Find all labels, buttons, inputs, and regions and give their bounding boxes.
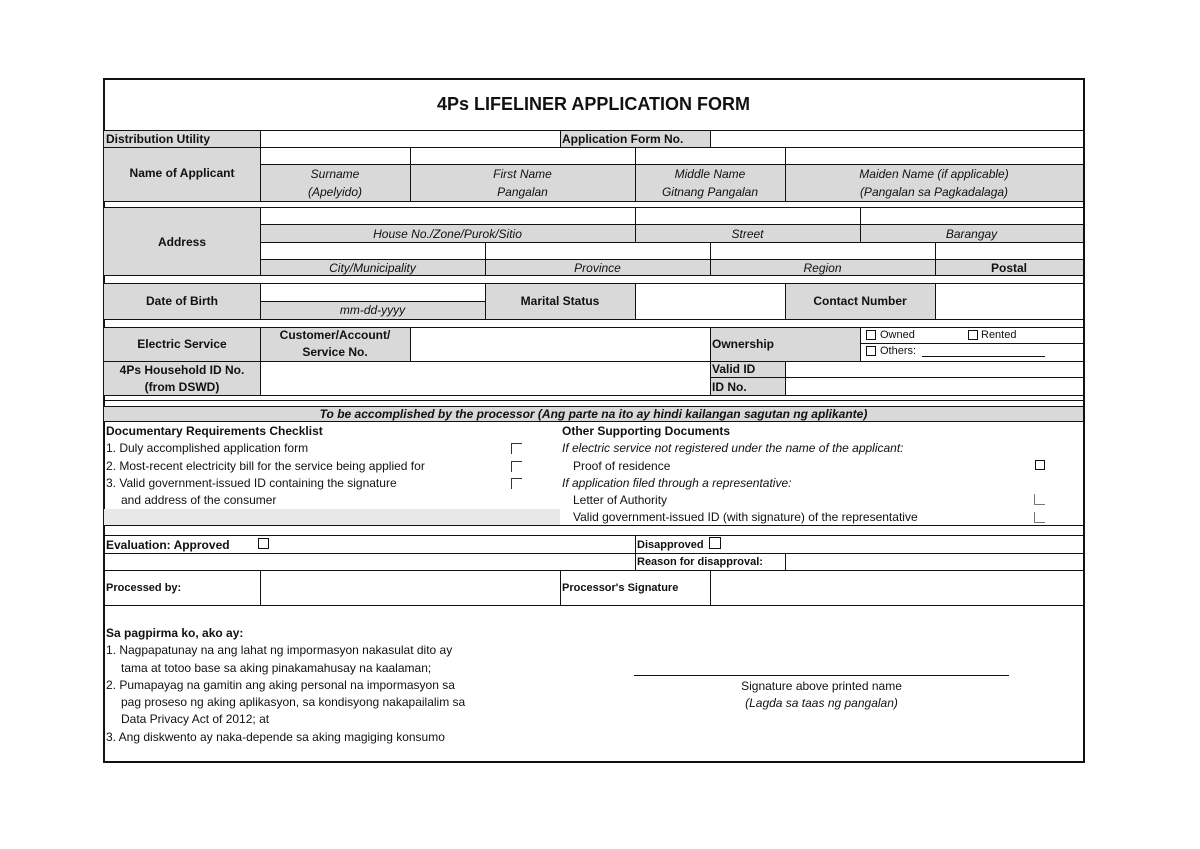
- label-barangay: Barangay: [945, 227, 998, 241]
- postal-field[interactable]: [936, 243, 1083, 259]
- doc-checklist-title: Documentary Requirements Checklist: [106, 424, 323, 438]
- label-household-id-1: 4Ps Household ID No.: [119, 363, 245, 377]
- first-name-field[interactable]: [411, 148, 635, 164]
- id-no-field[interactable]: [786, 378, 1083, 395]
- valid-id-representative-checkbox[interactable]: [1034, 512, 1045, 523]
- distribution-utility-field[interactable]: [261, 131, 559, 147]
- doc-item-2-checkbox[interactable]: [511, 461, 522, 472]
- label-address: Address: [157, 235, 207, 249]
- label-processed-by: Processed by:: [106, 582, 182, 594]
- signature-label: Signature above printed name: [741, 679, 902, 693]
- processor-banner: To be accomplished by the processor (Ang parte na ito ay hindi kailangan sagutan ng aplikante): [319, 407, 868, 421]
- maiden-name-field[interactable]: [786, 148, 1083, 164]
- doc-item-3-checkbox[interactable]: [511, 478, 522, 489]
- label-reason-for-disapproval: Reason for disapproval:: [637, 556, 763, 568]
- label-letter-of-authority: Letter of Authority: [573, 493, 668, 507]
- declaration-line-4: pag proseso ng aking aplikasyon, sa kondisyong nakapailalim sa: [121, 695, 466, 709]
- contact-number-field[interactable]: [936, 284, 1083, 319]
- other-docs-title: Other Supporting Documents: [562, 424, 730, 438]
- label-electric-service: Electric Service: [137, 337, 227, 351]
- label-customer-account-2: Service No.: [302, 345, 368, 359]
- label-surname-fil: (Apelyido): [307, 185, 363, 199]
- doc-item-3-cont: and address of the consumer: [121, 493, 277, 507]
- label-province: Province: [574, 261, 621, 275]
- label-others: Others:: [880, 345, 917, 357]
- others-input-line[interactable]: [922, 356, 1045, 357]
- doc-item-2: 2. Most-recent electricity bill for the service being applied for: [106, 459, 425, 473]
- owned-checkbox[interactable]: [866, 330, 876, 340]
- processor-signature-field[interactable]: [711, 571, 1083, 605]
- surname-field[interactable]: [261, 148, 410, 164]
- house-no-field[interactable]: [261, 208, 635, 224]
- checklist-shade: [104, 509, 560, 525]
- label-distribution-utility: Distribution Utility: [106, 132, 210, 146]
- label-application-form-no: Application Form No.: [562, 132, 684, 146]
- proof-of-residence-checkbox[interactable]: [1035, 460, 1045, 470]
- form-title: 4Ps LIFELINER APPLICATION FORM: [436, 94, 750, 114]
- approved-checkbox[interactable]: [258, 538, 269, 549]
- declaration-title: Sa pagpirma ko, ako ay:: [106, 626, 244, 640]
- label-first-name-fil: Pangalan: [497, 185, 548, 199]
- household-id-field[interactable]: [261, 362, 710, 395]
- label-owned: Owned: [880, 329, 915, 341]
- label-evaluation-approved: Evaluation: Approved: [106, 538, 230, 552]
- others-checkbox[interactable]: [866, 346, 876, 356]
- region-field[interactable]: [711, 243, 935, 259]
- province-field[interactable]: [486, 243, 710, 259]
- declaration-line-1: 1. Nagpapatunay na ang lahat ng impormasyon nakasulat dito ay: [106, 643, 453, 657]
- declaration-line-5: Data Privacy Act of 2012; at: [121, 712, 270, 726]
- city-field[interactable]: [261, 243, 485, 259]
- declaration-line-3: 2. Pumapayag na gamitin ang aking personal na impormasyon sa: [106, 678, 455, 692]
- label-disapproved: Disapproved: [637, 539, 704, 551]
- signature-label-fil: (Lagda sa taas ng pangalan): [745, 696, 898, 710]
- label-maiden-name: Maiden Name (if applicable): [859, 167, 1009, 181]
- other-note-1: If electric service not registered under the name of the applicant:: [562, 441, 904, 455]
- reason-for-disapproval-field[interactable]: [786, 554, 1083, 570]
- marital-status-field[interactable]: [636, 284, 785, 319]
- label-date-of-birth: Date of Birth: [146, 294, 218, 308]
- label-city: City/Municipality: [329, 261, 416, 275]
- label-street: Street: [731, 227, 764, 241]
- date-of-birth-field[interactable]: [261, 284, 485, 301]
- middle-name-field[interactable]: [636, 148, 785, 164]
- label-marital-status: Marital Status: [520, 294, 600, 308]
- signature-line[interactable]: [634, 675, 1009, 676]
- label-processor-signature: Processor's Signature: [562, 582, 679, 594]
- label-middle-name: Middle Name: [674, 167, 746, 181]
- label-dob-format: mm-dd-yyyy: [339, 303, 406, 317]
- label-ownership: Ownership: [712, 337, 775, 351]
- rented-checkbox[interactable]: [968, 330, 978, 340]
- label-first-name: First Name: [493, 167, 552, 181]
- label-maiden-name-fil: (Pangalan sa Pagkadalaga): [859, 185, 1009, 199]
- label-rented: Rented: [981, 329, 1017, 341]
- application-form-no-field[interactable]: [711, 131, 1083, 147]
- doc-item-3: 3. Valid government-issued ID containing the signature: [106, 476, 397, 490]
- label-proof-of-residence: Proof of residence: [573, 459, 671, 473]
- label-surname: Surname: [310, 167, 360, 181]
- label-id-no: ID No.: [712, 380, 747, 394]
- barangay-field[interactable]: [861, 208, 1083, 224]
- other-note-2: If application filed through a representative:: [562, 476, 792, 490]
- doc-item-1: 1. Duly accomplished application form: [106, 441, 309, 455]
- valid-id-field[interactable]: [786, 362, 1083, 377]
- label-house-no: House No./Zone/Purok/Sitio: [373, 227, 522, 241]
- label-region: Region: [803, 261, 842, 275]
- label-household-id-2: (from DSWD): [144, 380, 220, 394]
- disapproved-checkbox[interactable]: [709, 537, 721, 549]
- label-postal: Postal: [990, 261, 1027, 275]
- declaration-line-6: 3. Ang diskwento ay naka-depende sa aking magiging konsumo: [106, 730, 445, 744]
- doc-item-1-checkbox[interactable]: [511, 443, 522, 454]
- label-middle-name-fil: Gitnang Pangalan: [661, 185, 759, 199]
- label-valid-id: Valid ID: [712, 362, 756, 376]
- label-name-of-applicant: Name of Applicant: [129, 166, 235, 180]
- processed-by-field[interactable]: [261, 571, 560, 605]
- label-contact-number: Contact Number: [813, 294, 907, 308]
- label-customer-account-1: Customer/Account/: [279, 328, 391, 342]
- street-field[interactable]: [636, 208, 860, 224]
- customer-account-field[interactable]: [411, 328, 710, 361]
- declaration-line-2: tama at totoo base sa aking pinakamahusay na kaalaman;: [121, 661, 432, 675]
- letter-of-authority-checkbox[interactable]: [1034, 494, 1045, 505]
- label-valid-id-representative: Valid government-issued ID (with signature) of the representative: [573, 510, 918, 524]
